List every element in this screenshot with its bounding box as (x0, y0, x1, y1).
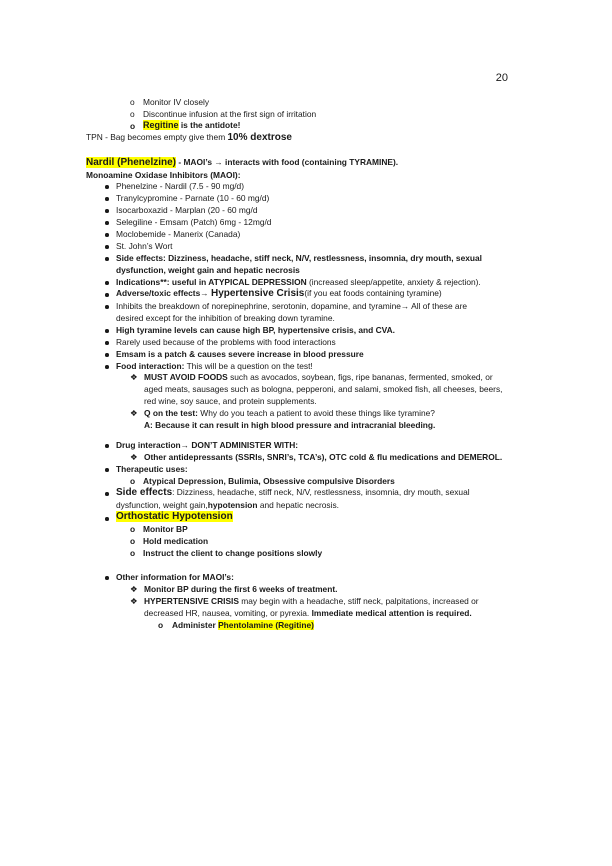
sub-marker: o (130, 109, 135, 119)
side-effects-2: Side effects: Dizziness, headache, stiff neck, N/V, restlessness, insomnia, dry mouth, sexual (116, 487, 470, 498)
diamond-bullet-icon: ❖ (130, 584, 138, 594)
drug-item: St. John’s Wort (116, 241, 173, 251)
sub-marker: o (130, 536, 136, 546)
monitor-bp: Monitor BP during the first 6 weeks of treatment. (144, 584, 338, 594)
side-effects-line: dysfunction, weight gain and hepatic necrosis (116, 265, 300, 275)
hypertensive-crisis: HYPERTENSIVE CRISIS may begin with a headache, stiff neck, palpitations, increased or (144, 596, 479, 606)
must-avoid-foods: MUST AVOID FOODS such as avocados, soybean, figs, ripe bananas, fermented, smoked, or (144, 372, 493, 382)
highlight-nardil: Nardil (Phenelzine) (86, 157, 177, 168)
must-avoid-line: red wine, soy sauce, and protein supplements. (144, 396, 317, 406)
diamond-bullet-icon: ❖ (130, 408, 138, 418)
tpn-note: TPN - Bag becomes empty give them 10% dextrose (86, 132, 292, 143)
page-number: 20 (495, 72, 508, 84)
ortho-item: Monitor BP (143, 524, 188, 534)
bullet (105, 353, 109, 357)
highlight-regitine: Regitine (143, 120, 179, 130)
bullet (105, 245, 109, 249)
q-answer: A: Because it can result in high blood pressure and intracranial bleeding. (144, 420, 436, 430)
bullet (105, 468, 109, 472)
bullet (105, 492, 109, 496)
bullet (105, 293, 109, 297)
bullet (105, 197, 109, 201)
drug-item: Isocarboxazid - Marplan (20 - 60 mg/d (116, 205, 258, 215)
highlight-orthostatic: Orthostatic Hypotension (116, 511, 233, 522)
other-info: Other information for MAOI’s: (116, 572, 234, 582)
ortho-item: Instruct the client to change positions slowly (143, 548, 323, 558)
emsam-note: Emsam is a patch & causes severe increase in blood pressure (116, 349, 364, 359)
administer: Administer Phentolamine (Regitine) (172, 620, 314, 630)
sub-marker: o (130, 121, 136, 131)
bullet (105, 209, 109, 213)
bullet (105, 365, 109, 369)
maoi-heading: Monoamine Oxidase Inhibitors (MAOI): (86, 170, 241, 180)
drug-item: Moclobemide - Manerix (Canada) (116, 229, 241, 239)
hypertensive-crisis-line: decreased HR, nausea, vomiting, or pyrexia. Immediate medical attention is required. (144, 608, 472, 618)
high-tyramine: High tyramine levels can cause high BP, hypertensive crisis, and CVA. (116, 325, 395, 335)
sub-marker: o (130, 524, 136, 534)
list-item: Discontinue infusion at the first sign of irritation (143, 109, 317, 119)
highlight-phentolamine: Phentolamine (Regitine) (218, 620, 314, 630)
bullet (105, 576, 109, 580)
diamond-bullet-icon: ❖ (130, 372, 138, 382)
bullet (105, 185, 109, 189)
sub-marker: o (130, 97, 135, 107)
sub-marker: o (130, 476, 136, 486)
bullet (105, 257, 109, 261)
indications: Indications**: useful in ATYPICAL DEPRESSION (increased sleep/appetite, anxiety & rejection). (116, 277, 481, 287)
inhibits-line: Inhibits the breakdown of norepinephrine, serotonin, dopamine, and tyramine→ All of these are (116, 301, 468, 311)
bullet (105, 305, 109, 309)
side-effects-2-line: dysfunction, weight gain,hypotension and hepatic necrosis. (116, 500, 339, 510)
must-avoid-line: aged meats, sausages such as bologna, pepperoni, and salami, smoked fish, all cheeses, beers, (144, 384, 503, 394)
orthostatic-heading (116, 511, 233, 522)
drug-item: Selegiline - Emsam (Patch) 6mg - 12mg/d (116, 217, 272, 227)
ortho-item: Hold medication (143, 536, 209, 546)
diamond-bullet-icon: ❖ (130, 452, 138, 462)
food-interaction: Food interaction: This will be a question on the test! (116, 361, 313, 371)
nardil-heading: Nardil (Phenelzine) - MAOI’s → interacts with food (containing TYRAMINE). (86, 157, 399, 168)
q-on-test: Q on the test: Why do you teach a patient to avoid these things like tyramine? (144, 408, 435, 418)
diamond-bullet-icon: ❖ (130, 596, 138, 606)
side-effects-line: Side effects: Dizziness, headache, stiff neck, N/V, restlessness, insomnia, dry mouth, sexual (116, 253, 482, 263)
bullet (105, 444, 109, 448)
regitine-antidote: Regitine is the antidote! (143, 120, 241, 130)
drug-item: Phenelzine - Nardil (7.5 - 90 mg/d) (116, 181, 245, 191)
drug-interaction: Drug interaction→ DON’T ADMINISTER WITH: (116, 440, 299, 450)
bullet (105, 517, 109, 521)
drug-item: Tranylcypromine - Parnate (10 - 60 mg/d) (116, 193, 270, 203)
bullet (105, 341, 109, 345)
therapeutic-item: Atypical Depression, Bulimia, Obsessive compulsive Disorders (143, 476, 395, 486)
bullet (105, 221, 109, 225)
bullet (105, 281, 109, 285)
therapeutic-uses: Therapeutic uses: (116, 464, 188, 474)
inhibits-line: desired except for the inhibition of breaking down tyramine. (116, 313, 335, 323)
list-item: Monitor IV closely (143, 97, 210, 107)
bullet (105, 233, 109, 237)
rarely-used: Rarely used because of the problems with food interactions (116, 337, 336, 347)
bullet (105, 329, 109, 333)
adverse-effects: Adverse/toxic effects→ Hypertensive Crisis(if you eat foods containing tyramine) (116, 288, 442, 299)
sub-marker: o (130, 548, 136, 558)
sub-marker: o (158, 620, 164, 630)
drug-interaction-item: Other antidepressants (SSRIs, SNRI’s, TCA’s), OTC cold & flu medications and DEMEROL. (144, 452, 503, 462)
